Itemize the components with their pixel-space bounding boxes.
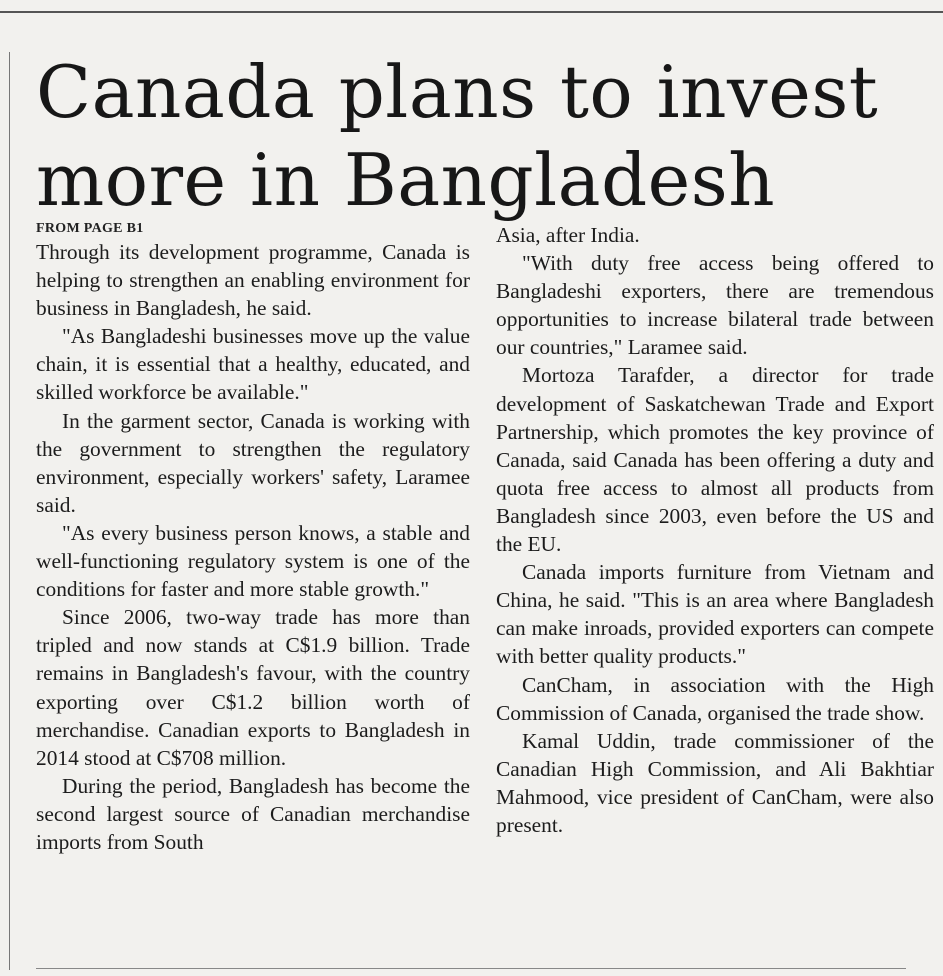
- top-rule: [0, 11, 943, 13]
- headline-line-2: more in Bangladesh: [36, 138, 776, 222]
- paragraph: "As every business person knows, a stable and well-functioning regulatory system is one of the conditions for faster and more stable growth.": [36, 520, 470, 602]
- paragraph: During the period, Bangladesh has become the second largest source of Canadian merchandise imports from South: [36, 773, 470, 854]
- headline: [36, 48, 916, 224]
- paragraph: "With duty free access being offered to Bangladeshi exporters, there are tremendous opportunities to increase bilateral trade between our countries," Laramee said.: [496, 251, 934, 360]
- paragraph: CanCham, in association with the High Commission of Canada, organised the trade show.: [496, 672, 934, 725]
- bottom-rule: [36, 968, 906, 969]
- paragraph: "As Bangladeshi businesses move up the value chain, it is essential that a healthy, educated, and skilled workforce be available.": [36, 324, 470, 405]
- paragraph: Canada imports furniture from Vietnam and China, he said. "This is an area where Bangladesh can make inroads, provided exporters can compete with better quality products.": [496, 560, 934, 669]
- paragraph: In the garment sector, Canada is working with the government to strengthen the regulatory environment, especially workers' safety, Laramee said.: [36, 408, 470, 517]
- headline-line-1: Canada plans to invest: [36, 50, 879, 134]
- left-column: [36, 221, 470, 856]
- paragraph: Through its development programme, Canada is helping to strengthen an enabling environment for business in Bangladesh, he said.: [36, 240, 470, 321]
- jump-line: FROM PAGE B1: [36, 221, 144, 236]
- paragraph: Since 2006, two-way trade has more than tripled and now stands at C$1.9 billion. Trade remains in Bangladesh's favour, with the country exporting over C$1.2 billion worth of merchandise. Canadian exports to Bangladesh in 2014 stood at C$708 million.: [36, 605, 470, 770]
- paragraph: Kamal Uddin, trade commissioner of the Canadian High Commission, and Ali Bakhtiar Mahmood, vice president of CanCham, were also present.: [496, 728, 934, 837]
- column-rule: [9, 52, 10, 970]
- paragraph: Mortoza Tarafder, a director for trade development of Saskatchewan Trade and Export Partnership, which promotes the key province of Canada, said Canada has been offering a duty and quota free access to almost all products from Bangladesh since 2003, even before the US and the EU.: [496, 363, 934, 557]
- right-column: [496, 221, 934, 839]
- paragraph: Asia, after India.: [496, 223, 640, 247]
